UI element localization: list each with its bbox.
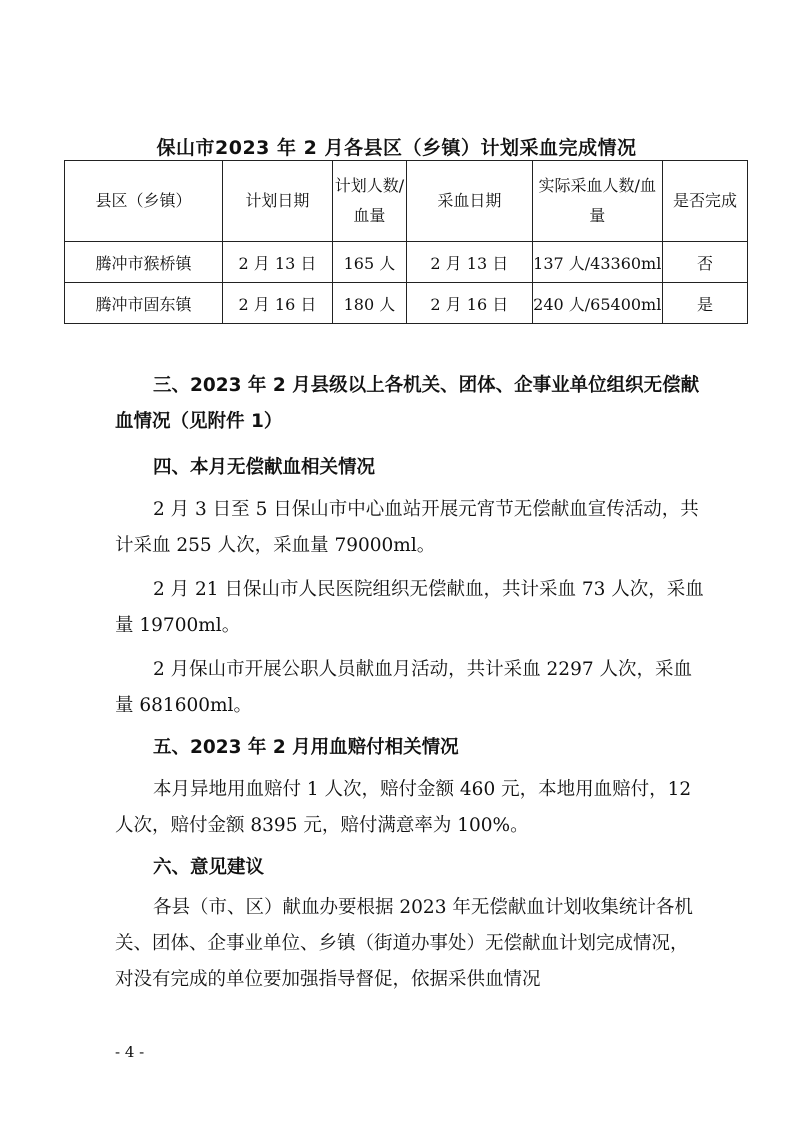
table-header-row bbox=[65, 161, 748, 242]
page-number: - 4 - bbox=[115, 1043, 145, 1061]
page-title: 保山市2023 年 2 月各县区（乡镇）计划采血完成情况 bbox=[156, 137, 637, 159]
cell-plan-date: 2 月 16 日 bbox=[223, 283, 333, 324]
cell-collect-date: 2 月 16 日 bbox=[407, 283, 532, 324]
cell-actual-count: 137 人/43360ml bbox=[532, 242, 662, 283]
section-6-heading: 六、意见建议 bbox=[153, 857, 265, 878]
section-4-paragraph-2: 2 月 21 日保山市人民医院组织无偿献血，共计采血 73 人次，采血量 19700ml。 bbox=[115, 579, 704, 636]
header-actual-count: 实际采血人数/血量 bbox=[532, 161, 662, 242]
section-6-paragraph-1: 各县（市、区）献血办要根据 2023 年无偿献血计划收集统计各机关、团体、企事业单位、乡镇（街道办事处）无偿献血计划完成情况，对没有完成的单位要加强指导督促，依据采供血情况 bbox=[115, 897, 693, 990]
cell-plan-count: 180 人 bbox=[332, 283, 406, 324]
section-5-heading: 五、2023 年 2 月用血赔付相关情况 bbox=[153, 737, 459, 758]
cell-county: 腾冲市猴桥镇 bbox=[65, 242, 223, 283]
blood-collection-table bbox=[64, 160, 748, 324]
cell-collect-date: 2 月 13 日 bbox=[407, 242, 532, 283]
section-3-heading: 三、2023 年 2 月县级以上各机关、团体、企事业单位组织无偿献血情况（见附件 1） bbox=[115, 375, 700, 432]
section-4-paragraph-1: 2 月 3 日至 5 日保山市中心血站开展元宵节无偿献血宣传活动，共计采血 255 人次，采血量 79000ml。 bbox=[115, 499, 699, 556]
cell-completed: 否 bbox=[662, 242, 747, 283]
cell-plan-count: 165 人 bbox=[332, 242, 406, 283]
cell-completed: 是 bbox=[662, 283, 747, 324]
header-plan-date: 计划日期 bbox=[223, 161, 333, 242]
cell-actual-count: 240 人/65400ml bbox=[532, 283, 662, 324]
section-4-paragraph-3: 2 月保山市开展公职人员献血月活动，共计采血 2297 人次，采血量 681600ml。 bbox=[115, 659, 692, 716]
header-county: 县区（乡镇） bbox=[65, 161, 223, 242]
table-row bbox=[65, 283, 748, 324]
cell-county: 腾冲市固东镇 bbox=[65, 283, 223, 324]
header-completed: 是否完成 bbox=[662, 161, 747, 242]
section-4-heading: 四、本月无偿献血相关情况 bbox=[153, 457, 376, 478]
section-5-paragraph-1: 本月异地用血赔付 1 人次，赔付金额 460 元，本地用血赔付，12 人次，赔付金额 8395 元，赔付满意率为 100%。 bbox=[115, 779, 692, 836]
header-plan-count: 计划人数/血量 bbox=[332, 161, 406, 242]
cell-plan-date: 2 月 13 日 bbox=[223, 242, 333, 283]
table-row bbox=[65, 242, 748, 283]
header-collect-date: 采血日期 bbox=[407, 161, 532, 242]
